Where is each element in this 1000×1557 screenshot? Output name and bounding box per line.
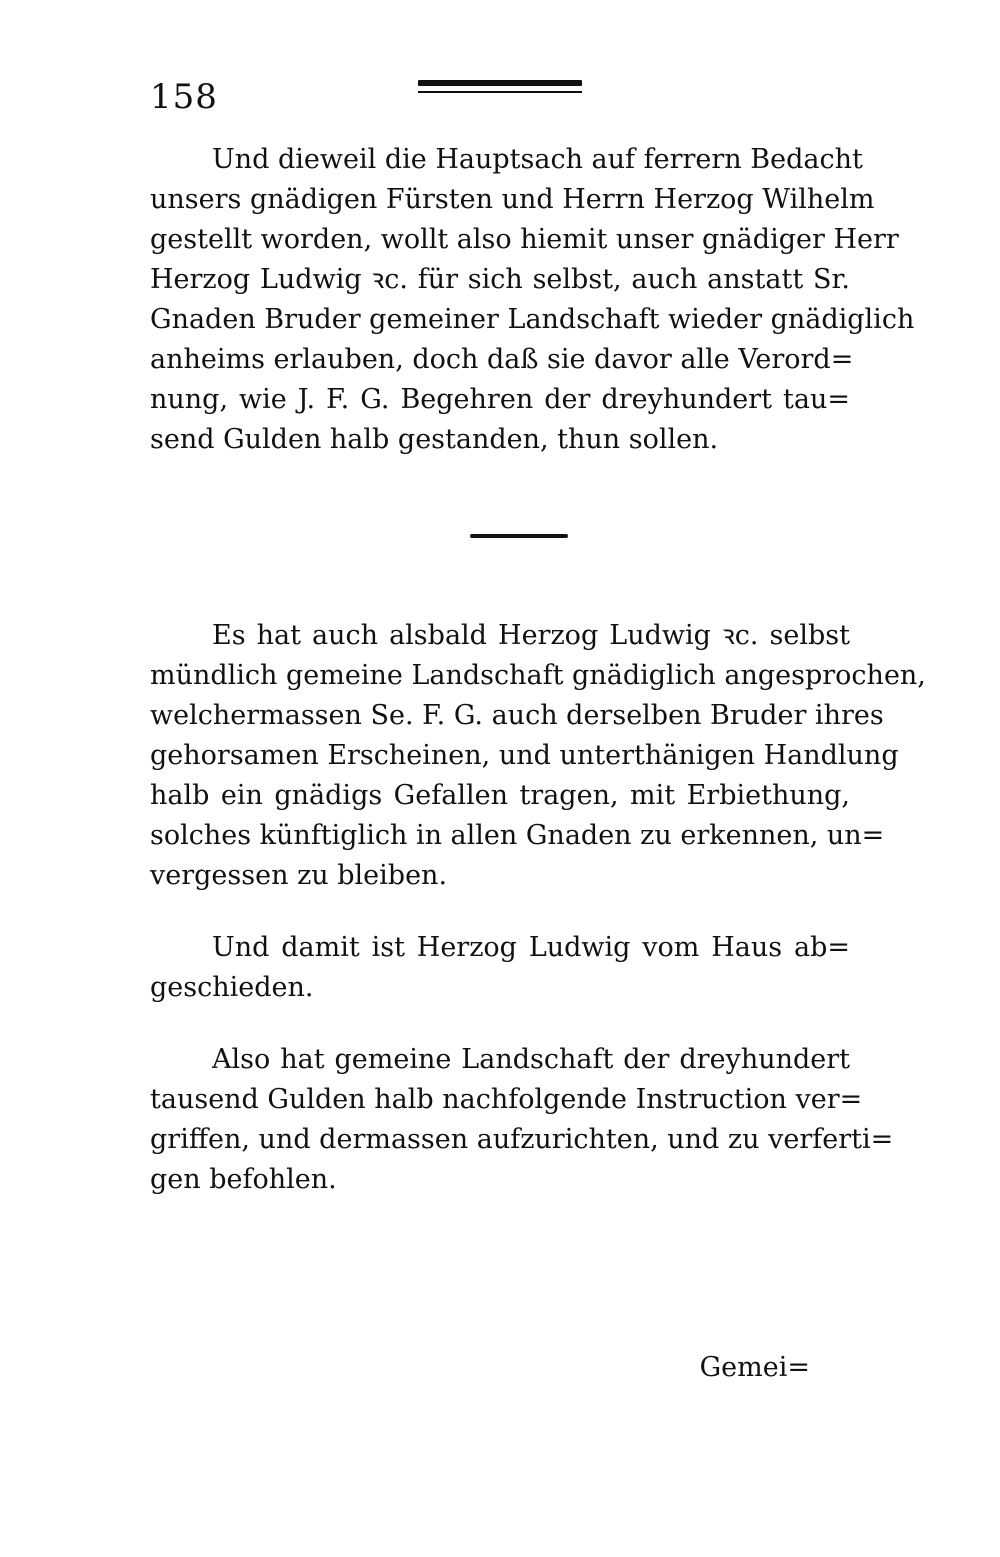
text-line: anheims erlauben, doch daß sie davor alle Verord=	[150, 344, 854, 375]
text-line: mündlich gemeine Landschaft gnädiglich angesprochen,	[150, 660, 926, 691]
section-divider	[470, 534, 568, 538]
text-line: unsers gnädigen Fürsten und Herrn Herzog Wilhelm	[150, 184, 875, 215]
text-line: nung, wie J. F. G. Begehren der dreyhundert tau=	[150, 384, 850, 415]
text-line: gestellt worden, wollt also hiemit unser gnädiger Herr	[150, 224, 899, 255]
text-line: Gnaden Bruder gemeiner Landschaft wieder gnädiglich	[150, 304, 915, 335]
text-line: Also hat gemeine Landschaft der dreyhundert	[212, 1044, 850, 1075]
paragraph	[150, 1040, 894, 1200]
text-line: geschieden.	[150, 972, 314, 1003]
text-line: griffen, und dermassen aufzurichten, und zu verferti=	[150, 1124, 894, 1155]
catchword: Gemei=	[699, 1352, 810, 1383]
text-line: solches künftiglich in allen Gnaden zu erkennen, un=	[150, 820, 885, 851]
text-line: Es hat auch alsbald Herzog Ludwig ꝛc. selbst	[212, 620, 850, 651]
text-line: gehorsamen Erscheinen, und unterthänigen Handlung	[150, 740, 899, 771]
text-line: Und damit ist Herzog Ludwig vom Haus ab=	[212, 932, 850, 963]
text-line: tausend Gulden halb nachfolgende Instruction ver=	[150, 1084, 863, 1115]
text-line: gen befohlen.	[150, 1164, 337, 1195]
text-line: vergessen zu bleiben.	[150, 860, 448, 891]
text-line: welchermassen Se. F. G. auch derselben Bruder ihres	[150, 700, 884, 731]
paragraph	[150, 928, 850, 1008]
header-rule	[418, 80, 582, 93]
text-line: send Gulden halb gestanden, thun sollen.	[150, 424, 719, 455]
page-number: 158	[150, 77, 218, 117]
text-line: Herzog Ludwig ꝛc. für sich selbst, auch anstatt Sr.	[150, 264, 850, 295]
text-line: Und dieweil die Hauptsach auf ferrern Bedacht	[212, 144, 863, 175]
paragraph	[150, 140, 915, 460]
paragraph	[150, 616, 926, 896]
text-line: halb ein gnädigs Gefallen tragen, mit Erbiethung,	[150, 780, 850, 811]
